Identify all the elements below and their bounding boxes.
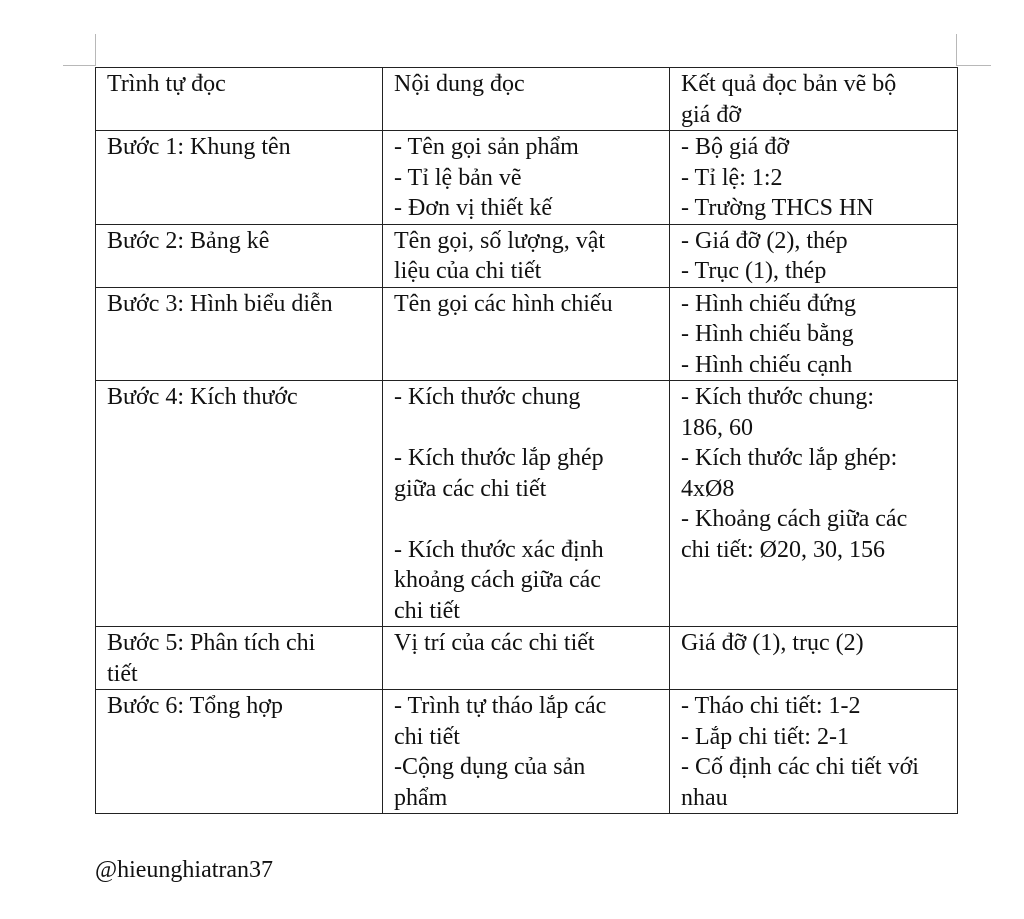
cell-text-line: chi tiết [394, 723, 460, 750]
cell-text-line: Tên gọi các hình chiếu [394, 290, 613, 317]
step-cell [96, 287, 383, 381]
cell-text-line: - Lắp chi tiết: 2-1 [681, 723, 849, 750]
result-cell [670, 627, 958, 690]
table-row [96, 381, 958, 627]
result-cell [670, 690, 958, 814]
cell-text-line: 186, 60 [681, 414, 753, 441]
reading-steps-table [95, 67, 958, 814]
cell-text-line: - Kích thước chung [394, 384, 581, 410]
cell-text-line: - Bộ giá đỡ [681, 134, 790, 160]
result-cell [670, 224, 958, 287]
cell-text-line: Giá đỡ (1), trục (2) [681, 630, 864, 656]
cell-text-line: tiết [107, 660, 138, 687]
content-cell [383, 68, 670, 131]
content-cell [383, 690, 670, 814]
cell-text-line: giá đỡ [681, 101, 742, 128]
content-cell [383, 381, 670, 627]
cell-text-line: liệu của chi tiết [394, 258, 542, 284]
cell-text-line: - Kích thước chung: [681, 384, 874, 410]
cell-text-line: - Đơn vị thiết kế [394, 195, 552, 221]
cell-text-line: - Trục (1), thép [681, 258, 827, 284]
cell-text-line: - Hình chiếu đứng [681, 290, 856, 317]
cell-text-line: 4xØ8 [681, 475, 735, 502]
page-corner-mark [63, 65, 95, 66]
cell-text-line: Bước 2: Bảng kê [107, 227, 270, 254]
cell-text-line: - Hình chiếu bằng [681, 321, 854, 347]
cell-text-line: Bước 3: Hình biểu diễn [107, 290, 333, 317]
cell-text-line: - Trình tự tháo lắp các [394, 693, 607, 719]
cell-text-line: Nội dung đọc [394, 71, 525, 97]
cell-text-line: Kết quả đọc bản vẽ bộ [681, 71, 897, 97]
author-watermark: @hieunghiatran37 [95, 857, 274, 883]
cell-text-line: Bước 4: Kích thước [107, 384, 298, 410]
cell-text-line: - Khoảng cách giữa các [681, 506, 908, 532]
result-cell [670, 68, 958, 131]
result-cell [670, 287, 958, 381]
content-cell [383, 131, 670, 225]
cell-text-line: giữa các chi tiết [394, 475, 547, 502]
cell-text-line: - Cố định các chi tiết với [681, 754, 919, 780]
cell-text-line [394, 413, 661, 444]
cell-text-line: - Hình chiếu cạnh [681, 351, 853, 378]
cell-text-line: khoảng cách giữa các [394, 567, 601, 593]
cell-text-line: -Cộng dụng của sản [394, 754, 586, 780]
step-cell [96, 224, 383, 287]
cell-text-line: - Tỉ lệ bản vẽ [394, 164, 522, 191]
content-cell [383, 627, 670, 690]
cell-text-line: Bước 6: Tổng hợp [107, 693, 283, 719]
result-cell [670, 381, 958, 627]
cell-text-line: - Kích thước lắp ghép: [681, 445, 898, 471]
step-cell [96, 627, 383, 690]
cell-text-line: - Trường THCS HN [681, 195, 874, 221]
cell-text-line: - Tháo chi tiết: 1-2 [681, 693, 861, 719]
cell-text-line: - Kích thước xác định [394, 536, 604, 563]
cell-text-line: Tên gọi, số lượng, vật [394, 227, 606, 254]
page-corner-mark [95, 34, 96, 66]
cell-text-line: nhau [681, 784, 728, 811]
cell-text-line: - Giá đỡ (2), thép [681, 227, 848, 254]
step-cell [96, 381, 383, 627]
cell-text-line: chi tiết [394, 597, 460, 624]
cell-text-line: Trình tự đọc [107, 71, 226, 97]
table-row [96, 224, 958, 287]
table-row [96, 690, 958, 814]
content-cell [383, 287, 670, 381]
cell-text-line: Vị trí của các chi tiết [394, 630, 595, 656]
page-corner-mark [956, 34, 957, 66]
content-cell [383, 224, 670, 287]
cell-text-line: Bước 5: Phân tích chi [107, 630, 316, 656]
table-row [96, 287, 958, 381]
cell-text-line: phẩm [394, 784, 448, 811]
step-cell [96, 690, 383, 814]
cell-text-line: - Tỉ lệ: 1:2 [681, 164, 783, 191]
cell-text-line: chi tiết: Ø20, 30, 156 [681, 536, 885, 563]
cell-text-line: - Kích thước lắp ghép [394, 445, 604, 471]
result-cell [670, 131, 958, 225]
step-cell [96, 68, 383, 131]
step-cell [96, 131, 383, 225]
table-row [96, 627, 958, 690]
cell-text-line [394, 504, 661, 535]
cell-text-line: - Tên gọi sản phẩm [394, 134, 579, 160]
table-row [96, 131, 958, 225]
cell-text-line: Bước 1: Khung tên [107, 134, 291, 160]
page-corner-mark [957, 65, 991, 66]
table-header-row [96, 68, 958, 131]
